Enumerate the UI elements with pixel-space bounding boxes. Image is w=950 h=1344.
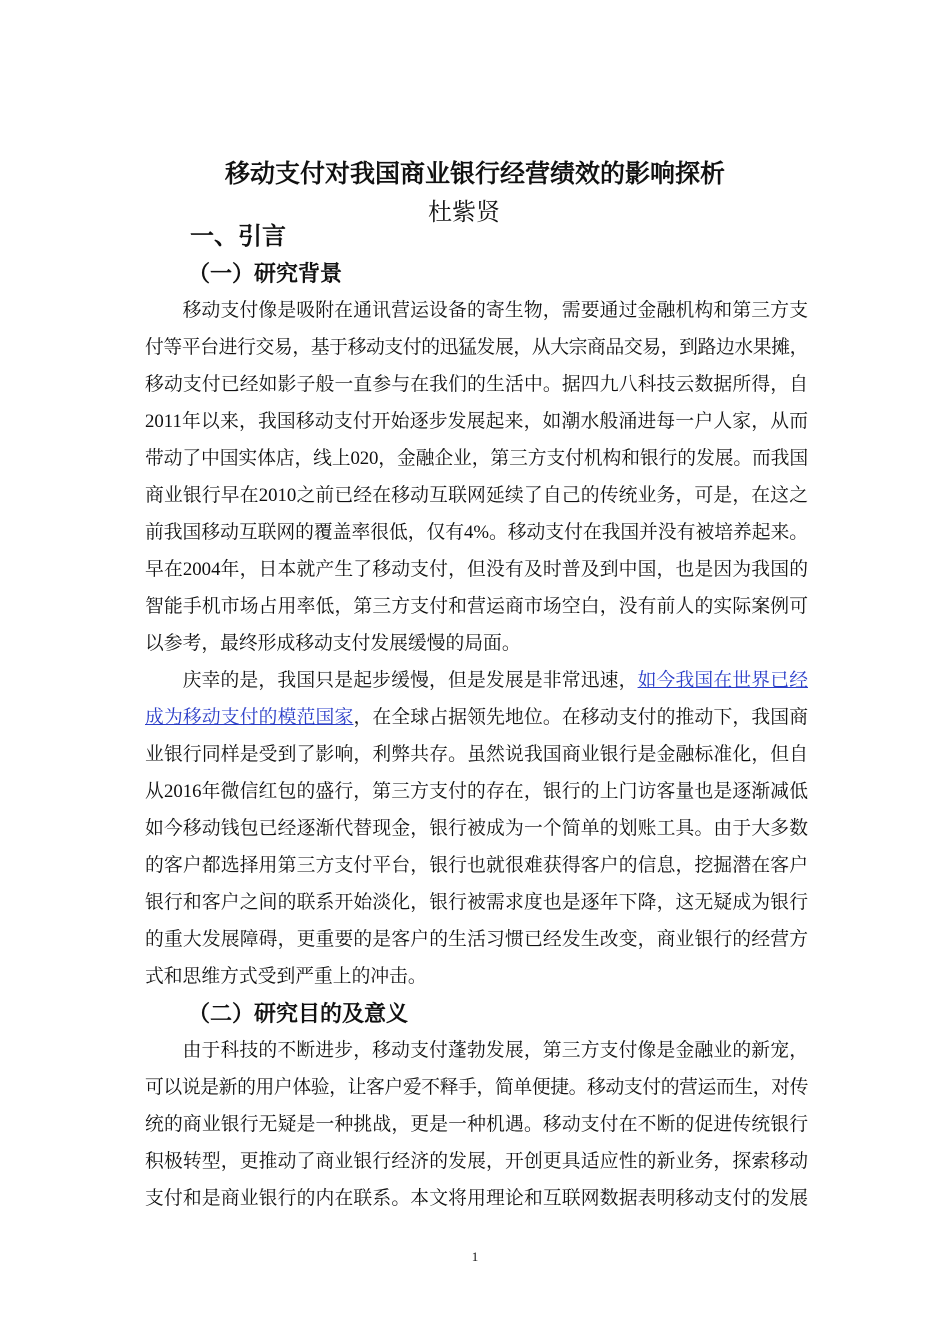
paragraph-line: 如今移动钱包已经逐渐代替现金，银行被成为一个简单的划账工具。由于大多数 xyxy=(145,818,808,839)
paragraph-line: 银行和客户之间的联系开始淡化，银行被需求度也是逐年下降，这无疑成为银行 xyxy=(145,892,808,913)
line-text: 庆幸的是，我国只是起步缓慢，但是发展是非常迅速， xyxy=(182,670,638,691)
document-body xyxy=(145,255,808,1217)
paragraph-2 xyxy=(145,662,808,995)
paragraph-line: 业银行同样是受到了影响，利弊共存。虽然说我国商业银行是金融标准化，但自 xyxy=(145,744,808,765)
paragraph-line: 早在2004年，日本就产生了移动支付，但没有及时普及到中国，也是因为我国的 xyxy=(145,559,808,580)
paragraph-line: 支付和是商业银行的内在联系。本文将用理论和互联网数据表明移动支付的发展 xyxy=(145,1188,808,1209)
paragraph-line: 式和思维方式受到严重上的冲击。 xyxy=(145,966,427,987)
line-text: ，在全球占据领先地位。在移动支付的推动下，我国商 xyxy=(353,707,809,728)
paragraph-line: 商业银行早在2010之前已经在移动互联网延续了自己的传统业务，可是，在这之 xyxy=(145,485,808,506)
hyperlink-part-1[interactable]: 如今我国在世界已经 xyxy=(637,670,808,691)
subheading-research-purpose: （二）研究目的及意义 xyxy=(188,1001,409,1026)
paragraph-line: 2011年以来，我国移动支付开始逐步发展起来，如潮水般涌进每一户人家，从而 xyxy=(145,411,808,432)
hyperlink-part-2[interactable]: 成为移动支付的模范国家 xyxy=(145,707,354,728)
section-heading-introduction: 一、引言 xyxy=(190,224,286,250)
subheading-research-background: （一）研究背景 xyxy=(188,261,343,286)
paragraph-line: 移动支付已经如影子般一直参与在我们的生活中。据四九八科技云数据所得，自 xyxy=(145,374,808,395)
paragraph-line xyxy=(145,662,808,699)
paragraph-line: 以参考，最终形成移动支付发展缓慢的局面。 xyxy=(145,633,521,654)
paragraph-line: 的客户都选择用第三方支付平台，银行也就很难获得客户的信息，挖掘潜在客户 xyxy=(145,855,808,876)
paragraph-line: 可以说是新的用户体验，让客户爱不释手，简单便捷。移动支付的营运而生，对传 xyxy=(145,1077,808,1098)
document-title: 移动支付对我国商业银行经营绩效的影响探析 xyxy=(224,161,725,188)
author-name: 杜紫贤 xyxy=(428,200,500,226)
paragraph-line: 付等平台进行交易，基于移动支付的迅猛发展，从大宗商品交易，到路边水果摊， xyxy=(145,337,808,358)
paragraph-line: 从2016年微信红包的盛行，第三方支付的存在，银行的上门访客量也是逐渐减低 xyxy=(145,781,808,802)
paragraph-line: 带动了中国实体店，线上020，金融企业，第三方支付机构和银行的发展。而我国 xyxy=(145,448,808,469)
paragraph-line: 统的商业银行无疑是一种挑战，更是一种机遇。移动支付在不断的促进传统银行 xyxy=(145,1114,808,1135)
paragraph-line: 由于科技的不断进步，移动支付蓬勃发展，第三方支付像是金融业的新宠， xyxy=(182,1040,808,1061)
paragraph-line xyxy=(145,699,808,736)
paragraph-3 xyxy=(145,1032,808,1217)
paragraph-line: 的重大发展障碍，更重要的是客户的生活习惯已经发生改变，商业银行的经营方 xyxy=(145,929,808,950)
paragraph-line: 智能手机市场占用率低，第三方支付和营运商市场空白，没有前人的实际案例可 xyxy=(145,596,808,617)
paragraph-line: 积极转型，更推动了商业银行经济的发展，开创更具适应性的新业务，探索移动 xyxy=(145,1151,808,1172)
paragraph-line: 移动支付像是吸附在通讯营运设备的寄生物，需要通过金融机构和第三方支 xyxy=(182,300,808,321)
paragraph-line: 前我国移动互联网的覆盖率很低，仅有4%。移动支付在我国并没有被培养起来。 xyxy=(145,522,808,543)
page-number: 1 xyxy=(471,1249,479,1264)
paragraph-1 xyxy=(145,292,808,662)
